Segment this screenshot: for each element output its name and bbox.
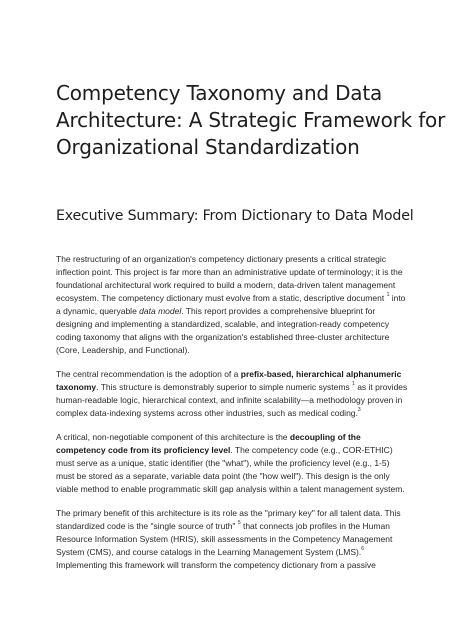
bold-decoupling: decoupling of the <box>289 432 361 442</box>
p1-line-2: inflection point. This project is far more than an administrative update of terminology; it is the <box>56 267 403 277</box>
bold-prefix-based: prefix-based, hierarchical alphanumeric <box>240 369 402 379</box>
footnote-ref[interactable]: 1 <box>386 292 390 299</box>
p1-line-1: The restructuring of an organization's competency dictionary presents a critical strategic <box>56 254 386 264</box>
title-line-2: Architecture: A Strategic Framework for <box>56 108 446 132</box>
p3-line-1 <box>56 431 426 444</box>
p4-line-1: The primary benefit of this architecture is its role as the "primary key" for all talent data. This <box>56 508 401 518</box>
p1-line-6: designing and implementing a standardized, scalable, and integration-ready competency <box>56 319 390 329</box>
p3-line-5: viable method to enable programmatic skill gap analysis within a talent management system. <box>56 484 405 494</box>
p4-line-4 <box>56 546 426 559</box>
footnote-ref[interactable]: 5 <box>237 520 241 527</box>
p4-line-5: Implementing this framework will transform the competency dictionary from a passive <box>56 560 376 570</box>
p2-line-1-text: The central recommendation is the adoption of a <box>56 369 241 379</box>
p4-line-2-tail: that connects job profiles in the Human <box>240 521 390 531</box>
p3-line-2 <box>56 444 426 457</box>
document-body <box>56 253 426 583</box>
p1-line-7: coding taxonomy that aligns with the organization's established three-cluster architecture <box>56 332 390 342</box>
p2-line-3: human-readable logic, hierarchical context, and infinite scalability—a methodology proven in <box>56 395 403 405</box>
p3-line-1-text: A critical, non-negotiable component of this architecture is the <box>56 432 290 442</box>
title-line-1: Competency Taxonomy and Data <box>56 81 383 105</box>
p2-line-4-text: complex data-indexing systems across other industries, such as medical coding. <box>56 408 358 418</box>
bold-taxonomy: taxonomy <box>56 382 97 392</box>
p2-line-2-tail: as it provides <box>354 382 408 392</box>
p1-line-4-tail: into <box>389 293 406 303</box>
paragraph-benefit <box>56 507 426 572</box>
p4-line-2-text: standardized code is the "single source of truth" <box>56 521 236 531</box>
p3-line-2-text: . The competency code (e.g., COR-ETHIC) <box>230 445 393 455</box>
emphasis-data-model: data model <box>139 306 182 316</box>
p2-line-4 <box>56 407 426 420</box>
p3-line-4: must be stored as a separate, variable data point (the "how well"). This design is the only <box>56 471 390 481</box>
footnote-ref[interactable]: 1 <box>352 381 355 388</box>
p4-line-4-text: System (CMS), and course catalogs in the Learning Management System (LMS). <box>56 547 362 557</box>
footnote-ref[interactable]: 6 <box>361 546 364 553</box>
p1-line-4 <box>56 292 426 305</box>
document-title <box>56 80 456 161</box>
p1-line-8: (Core, Leadership, and Functional). <box>56 345 190 355</box>
p1-line-5-text: a dynamic, queryable <box>56 306 140 316</box>
paragraph-intro <box>56 253 426 357</box>
footnote-ref[interactable]: 3 <box>357 407 361 414</box>
section-heading: Executive Summary: From Dictionary to Data Model <box>56 208 414 224</box>
bold-competency-code: competency code from its proficiency level <box>56 445 231 455</box>
p3-line-3: must serve as a unique, static identifier (the "what"), while the proficiency level (e.g., 1-5) <box>56 458 390 468</box>
paragraph-decoupling <box>56 431 426 496</box>
p2-line-2 <box>56 381 426 394</box>
title-line-3: Organizational Standardization <box>56 135 360 159</box>
p2-line-1 <box>56 368 426 381</box>
p1-line-4-text: ecosystem. The competency dictionary must evolve from a static, descriptive document <box>56 293 385 303</box>
p2-line-2-text: . This structure is demonstrably superior to simple numeric systems <box>96 382 350 392</box>
p1-line-3: foundational architectural work required to build a modern, data-driven talent management <box>56 280 396 290</box>
paragraph-recommendation <box>56 368 426 420</box>
p4-line-2 <box>56 520 426 533</box>
p1-line-5-tail: . This report provides a comprehensive blueprint for <box>181 306 376 316</box>
p1-line-5 <box>56 305 426 318</box>
p4-line-3: Resource Information System (HRIS), skill assessments in the Competency Management <box>56 534 393 544</box>
